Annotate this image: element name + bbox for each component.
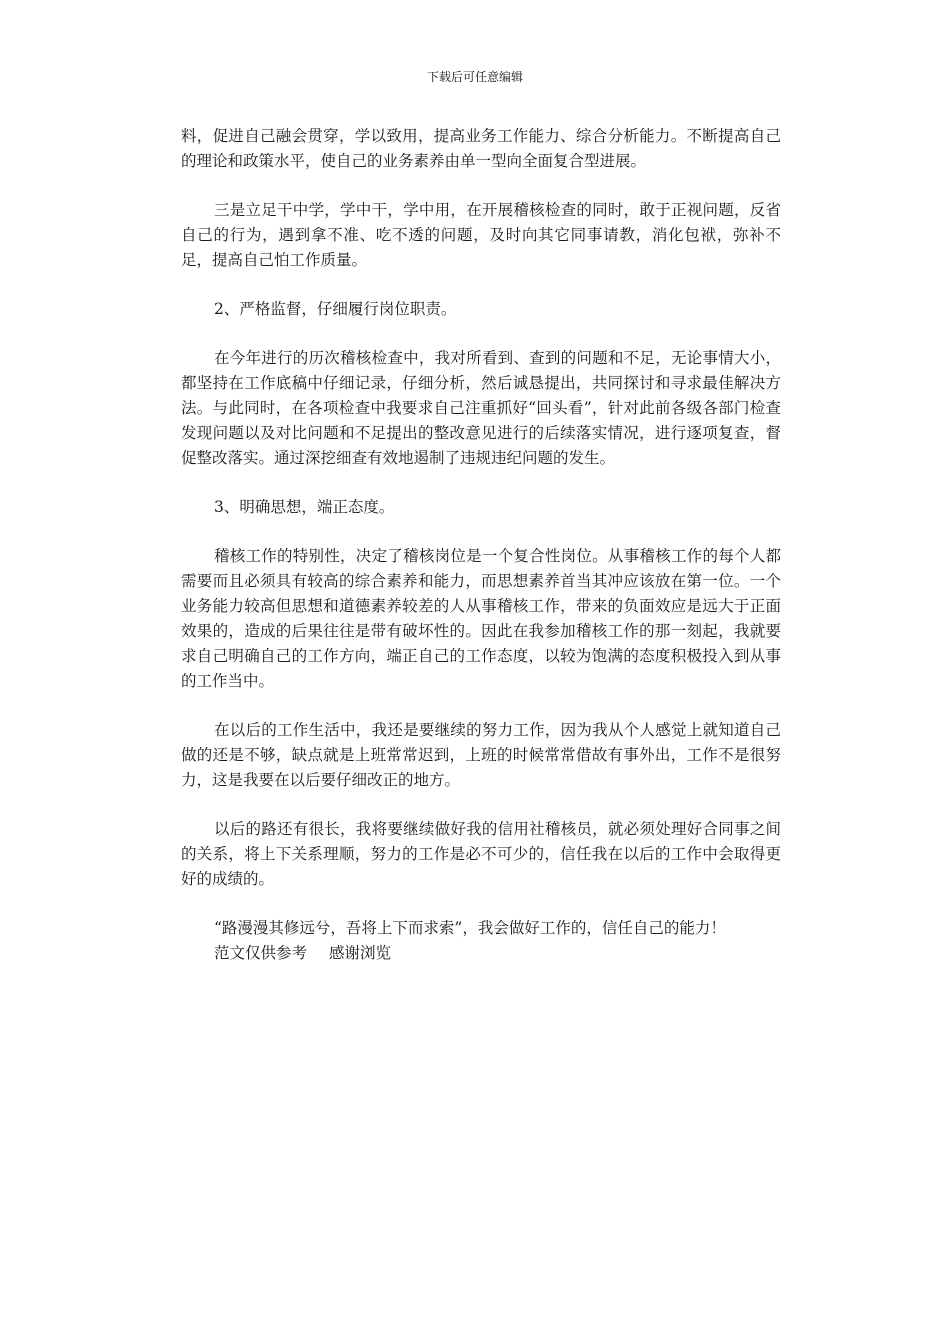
section-heading-2: 2、严格监督，仔细履行岗位职责。 <box>214 300 457 318</box>
paragraph-continuation: 料，促进自己融会贯穿，学以致用，提高业务工作能力、综合分析能力。不断提高自己的理论和政策水平，使自己的业务素养由单一型向全面复合型进展。 <box>181 127 781 170</box>
footer-thanks-text: 感谢浏览 <box>329 944 392 962</box>
section-heading-3: 3、明确思想，端正态度。 <box>214 498 395 516</box>
document-body <box>181 124 781 966</box>
download-watermark: 下载后可任意编辑 <box>426 70 523 84</box>
paragraph-point-three: 三是立足干中学，学中干，学中用，在开展稽核检查的同时，敢于正视问题，反省自己的行为，遇到拿不准、吃不透的问题，及时向其它同事请教，消化包袱，弥补不足，提高自己怕工作质量。 <box>181 201 781 269</box>
paragraph-supervision: 在今年进行的历次稽核检查中，我对所看到、查到的问题和不足，无论事情大小，都坚持在工作底稿中仔细记录，仔细分析，然后诚恳提出，共同探讨和寻求最佳解决方法。与此同时，在各项检查中我要求自己注重抓好“回头看”，针对此前各级各部门检查发现问题以及对比问题和不足提出的整改意见进行的后续落实情况，进行逐项复查，督促整改落实。通过深挖细查有效地遏制了违规违纪问题的发生。 <box>181 349 781 467</box>
closing-quote: “路漫漫其修远兮，吾将上下而求索”，我会做好工作的，信任自己的能力！ <box>214 919 726 937</box>
paragraph-future: 以后的路还有很长，我将要继续做好我的信用社稽核员，就必须处理好合同事之间的关系，将上下关系理顺，努力的工作是必不可少的，信任我在以后的工作中会取得更好的成绩的。 <box>181 820 781 888</box>
footer-reference-text: 范文仅供参考 <box>214 944 308 962</box>
footer-note <box>181 941 781 966</box>
paragraph-shortcomings: 在以后的工作生活中，我还是要继续的努力工作，因为我从个人感觉上就知道自己做的还是不够，缺点就是上班常常迟到，上班的时候常常借故有事外出，工作不是很努力，这是我要在以后要仔细改正的地方。 <box>181 721 781 789</box>
paragraph-attitude: 稽核工作的特别性，决定了稽核岗位是一个复合性岗位。从事稽核工作的每个人都需要而且必须具有较高的综合素养和能力，而思想素养首当其冲应该放在第一位。一个业务能力较高但思想和道德素养较差的人从事稽核工作，带来的负面效应是远大于正面效果的，造成的后果往往是带有破坏性的。因此在我参加稽核工作的那一刻起，我就要求自己明确自己的工作方向，端正自己的工作态度，以较为饱满的态度积极投入到从事的工作当中。 <box>181 547 781 690</box>
